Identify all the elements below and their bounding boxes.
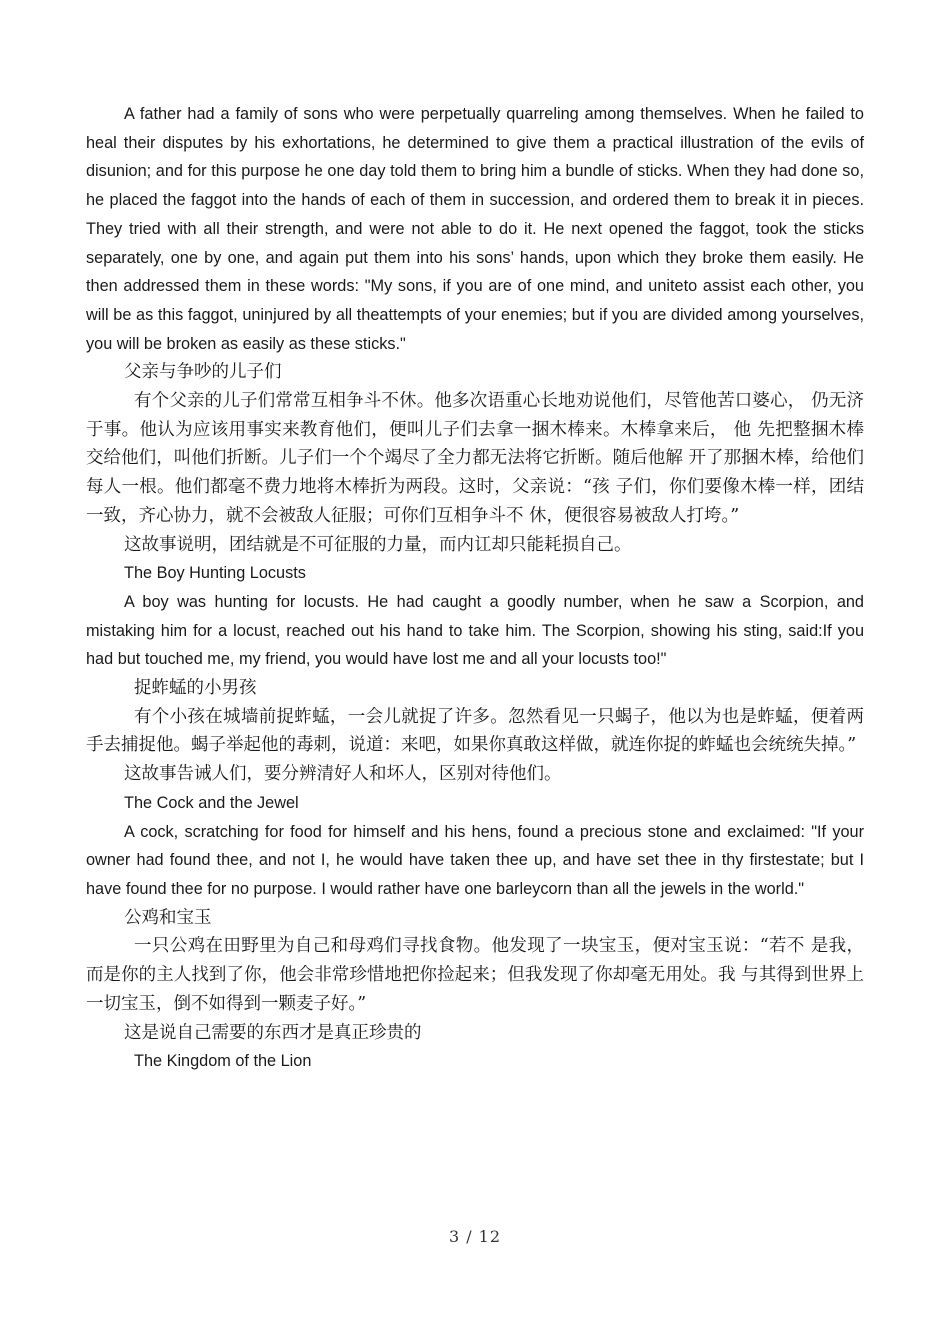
moral-cock-jewel-zh: 这是说自己需要的东西才是真正珍贵的 bbox=[124, 1022, 422, 1043]
heading-father-sons-zh: 父亲与争吵的儿子们 bbox=[124, 362, 282, 383]
paragraph-father-sons-zh: 有个父亲的儿子们常常互相争斗不休。他多次语重心长地劝说他们，尽管他苦口婆心， 仍无济于事。他认为应该用事实来教育他们，便叫儿子们去拿一捆木棒来。木棒拿来后， 他 先把整捆木棒交给他们，叫他们折断。儿子们一个个竭尽了全力都无法将它折断。随后他解 开了那捆木棒，给他们每人一根。他们都毫不费力地将木棒折为两段。这时，父亲说：“孩 子们，你们要像木棒一样，团结一致，齐心协力，就不会被敌人征服；可你们互相争斗不 休，便很容易被敌人打垮。” bbox=[86, 391, 864, 526]
heading-cock-jewel-en: The Cock and the Jewel bbox=[124, 793, 299, 812]
document-body bbox=[86, 100, 864, 1076]
heading-kingdom-lion-en: The Kingdom of the Lion bbox=[134, 1052, 312, 1071]
moral-father-sons-zh: 这故事说明，团结就是不可征服的力量，而内讧却只能耗损自己。 bbox=[124, 534, 632, 555]
paragraph-father-sons-en: A father had a family of sons who were perpetually quarreling among themselves. When he failed to heal their disputes by his exhortations, he determined to give them a practical illustration of the evils of disunion; and for this purpose he one day told them to bring him a bundle of sticks. When they had done so, he placed the faggot into the hands of each of them in succession, and ordered them to break it in pieces. They tried with all their strength, and were not able to do it. He next opened the faggot, took the sticks separately, one by one, and again put them into his sons’ hands, upon which they broke them easily. He then addressed them in these words: "My sons, if you are of one mind, and uniteto assist each other, you will be as this faggot, uninjured by all theattempts of your enemies; but if you are divided among yourselves, you will be broken as easily as these sticks." bbox=[86, 105, 864, 353]
moral-boy-locusts-zh: 这故事告诫人们，要分辨清好人和坏人，区别对待他们。 bbox=[124, 764, 562, 785]
paragraph-boy-locusts-en: A boy was hunting for locusts. He had caught a goodly number, when he saw a Scorpion, and mistaking him for a locust, reached out his hand to take him. The Scorpion, showing his sting, said:If you had but touched me, my friend, you would have lost me and all your locusts too!" bbox=[86, 592, 864, 669]
page-number: 3 / 12 bbox=[448, 1227, 502, 1246]
heading-boy-locusts-en: The Boy Hunting Locusts bbox=[124, 564, 306, 583]
paragraph-cock-jewel-zh: 一只公鸡在田野里为自己和母鸡们寻找食物。他发现了一块宝玉，便对宝玉说：“若不 是我，而是你的主人找到了你，他会非常珍惜地把你捡起来；但我发现了你却毫无用处。我 与其得到世界上一切宝玉，倒不如得到一颗麦子好。” bbox=[86, 936, 864, 1014]
paragraph-boy-locusts-zh: 有个小孩在城墙前捉蚱蜢，一会儿就捉了许多。忽然看见一只蝎子，他以为也是蚱蜢，便着两手去捕捉他。蝎子举起他的毒刺，说道：来吧，如果你真敢这样做，就连你捉的蚱蜢也会统统失掉。” bbox=[86, 706, 864, 756]
paragraph-cock-jewel-en: A cock, scratching for food for himself and his hens, found a precious stone and exclaimed: "If your owner had found thee, and not I, he would have taken thee up, and have set thee in thy firstestate; but I have found thee for no purpose. I would rather have one barleycorn than all the jewels in the world." bbox=[86, 822, 864, 898]
heading-cock-jewel-zh: 公鸡和宝玉 bbox=[124, 907, 212, 928]
heading-boy-locusts-zh: 捉蚱蜢的小男孩 bbox=[134, 678, 257, 699]
